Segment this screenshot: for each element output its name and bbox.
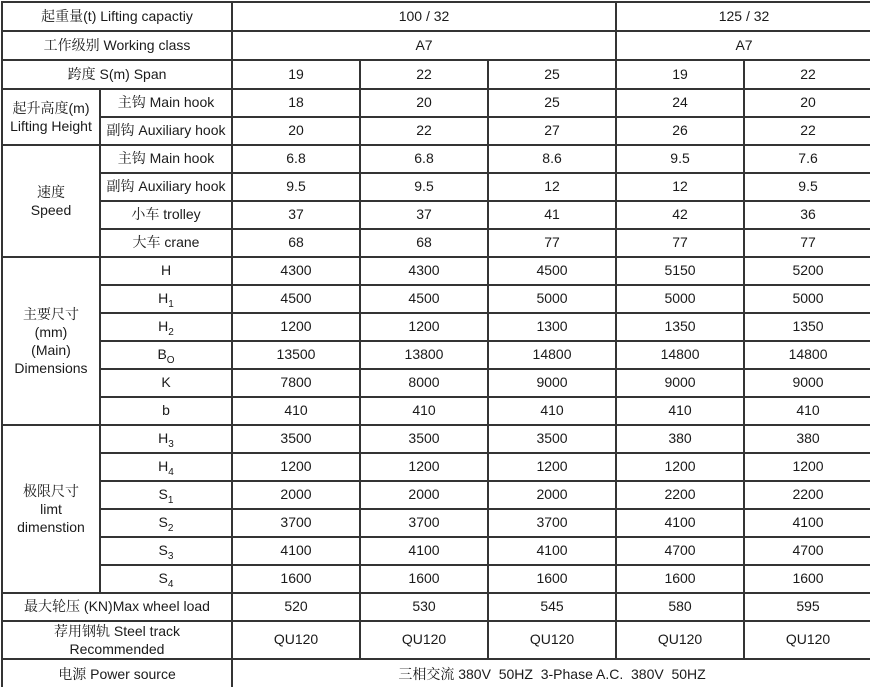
dim-symbol: S bbox=[158, 486, 168, 503]
value-cell: 1200 bbox=[616, 453, 744, 481]
value-cell: 380 bbox=[744, 425, 870, 453]
value-cell: 1600 bbox=[488, 565, 616, 593]
row-lifting-height-aux-hook bbox=[2, 117, 870, 145]
capacity-group-2-value: 125 / 32 bbox=[616, 2, 870, 31]
steel-track-label-line1: 荐用钢轨 Steel track bbox=[53, 623, 181, 639]
value-cell: 4100 bbox=[744, 509, 870, 537]
capacity-group-1-value: 100 / 32 bbox=[232, 2, 616, 31]
value-cell: 20 bbox=[744, 89, 870, 117]
row-label bbox=[100, 481, 232, 509]
value-cell: 5000 bbox=[744, 285, 870, 313]
lifting-height-label-en: Lifting Height bbox=[10, 118, 92, 134]
value-cell: 5000 bbox=[488, 285, 616, 313]
value-cell: 4700 bbox=[616, 537, 744, 565]
value-cell: 4100 bbox=[616, 509, 744, 537]
value-cell: 26 bbox=[616, 117, 744, 145]
dim-symbol: b bbox=[162, 402, 170, 419]
row-label bbox=[100, 285, 232, 313]
value-cell: 19 bbox=[616, 60, 744, 89]
row-dim-H3 bbox=[2, 425, 870, 453]
value-cell: 7800 bbox=[232, 369, 360, 397]
row-speed-main-hook bbox=[2, 145, 870, 173]
row-dim-b bbox=[2, 397, 870, 425]
dim-symbol: S bbox=[158, 570, 168, 587]
speed-group-label bbox=[2, 145, 100, 257]
value-cell: 410 bbox=[616, 397, 744, 425]
value-cell: 14800 bbox=[488, 341, 616, 369]
value-cell: 18 bbox=[232, 89, 360, 117]
dim-subscript: 1 bbox=[167, 495, 174, 507]
row-label: 主钩 Main hook bbox=[100, 145, 232, 173]
row-dim-S4 bbox=[2, 565, 870, 593]
row-label bbox=[100, 453, 232, 481]
row-label: 副钩 Auxiliary hook bbox=[100, 173, 232, 201]
value-cell: 20 bbox=[232, 117, 360, 145]
row-label bbox=[100, 369, 232, 397]
dim-subscript: 3 bbox=[167, 551, 174, 563]
value-cell: 9000 bbox=[744, 369, 870, 397]
value-cell: 20 bbox=[360, 89, 488, 117]
value-cell: QU120 bbox=[616, 621, 744, 659]
row-span bbox=[2, 60, 870, 89]
value-cell: 22 bbox=[744, 117, 870, 145]
value-cell: 4700 bbox=[744, 537, 870, 565]
steel-track-label bbox=[2, 621, 232, 659]
value-cell: 7.6 bbox=[744, 145, 870, 173]
dim-symbol: H bbox=[158, 430, 169, 447]
main-dimensions-group-label bbox=[2, 257, 100, 425]
row-label: 小车 trolley bbox=[100, 201, 232, 229]
value-cell: 77 bbox=[488, 229, 616, 257]
row-dim-H1 bbox=[2, 285, 870, 313]
value-cell: 1200 bbox=[360, 313, 488, 341]
row-label bbox=[100, 313, 232, 341]
value-cell: 4500 bbox=[232, 285, 360, 313]
value-cell: 2000 bbox=[360, 481, 488, 509]
row-label bbox=[100, 341, 232, 369]
value-cell: 14800 bbox=[744, 341, 870, 369]
dim-subscript: 1 bbox=[168, 299, 174, 311]
value-cell: QU120 bbox=[360, 621, 488, 659]
value-cell: 25 bbox=[488, 60, 616, 89]
value-cell: 22 bbox=[744, 60, 870, 89]
value-cell: 9.5 bbox=[616, 145, 744, 173]
value-cell: 5200 bbox=[744, 257, 870, 285]
value-cell: 4300 bbox=[360, 257, 488, 285]
value-cell: 9.5 bbox=[744, 173, 870, 201]
value-cell: 27 bbox=[488, 117, 616, 145]
value-cell: 5000 bbox=[616, 285, 744, 313]
value-cell: 380 bbox=[616, 425, 744, 453]
value-cell: 9.5 bbox=[360, 173, 488, 201]
row-lifting-height-main-hook bbox=[2, 89, 870, 117]
row-dim-H2 bbox=[2, 313, 870, 341]
value-cell: QU120 bbox=[232, 621, 360, 659]
row-speed-aux-hook bbox=[2, 173, 870, 201]
working-class-label: 工作级别 Working class bbox=[2, 31, 232, 60]
value-cell: 13500 bbox=[232, 341, 360, 369]
main-dim-label-line: Dimensions bbox=[14, 360, 88, 377]
value-cell: 1200 bbox=[232, 453, 360, 481]
value-cell: 1600 bbox=[360, 565, 488, 593]
value-cell: 520 bbox=[232, 593, 360, 621]
value-cell: 2200 bbox=[616, 481, 744, 509]
dim-symbol: H bbox=[158, 458, 169, 475]
value-cell: 3700 bbox=[232, 509, 360, 537]
value-cell: 410 bbox=[744, 397, 870, 425]
value-cell: QU120 bbox=[744, 621, 870, 659]
value-cell: 6.8 bbox=[360, 145, 488, 173]
limit-dim-label-line: limt bbox=[40, 500, 62, 517]
value-cell: 68 bbox=[232, 229, 360, 257]
dim-symbol: S bbox=[158, 514, 168, 531]
value-cell: 1200 bbox=[744, 453, 870, 481]
value-cell: 13800 bbox=[360, 341, 488, 369]
lifting-height-label-zh: 起升高度(m) bbox=[12, 99, 90, 116]
row-label: 大车 crane bbox=[100, 229, 232, 257]
row-dim-K bbox=[2, 369, 870, 397]
value-cell: QU120 bbox=[488, 621, 616, 659]
row-label bbox=[100, 509, 232, 537]
row-label: 主钩 Main hook bbox=[100, 89, 232, 117]
row-label bbox=[100, 257, 232, 285]
value-cell: 3500 bbox=[488, 425, 616, 453]
value-cell: 5150 bbox=[616, 257, 744, 285]
row-steel-track bbox=[2, 621, 870, 659]
value-cell: 1300 bbox=[488, 313, 616, 341]
limit-dimensions-group-label bbox=[2, 425, 100, 593]
dim-symbol: H bbox=[158, 290, 169, 307]
value-cell: 77 bbox=[744, 229, 870, 257]
value-cell: 1200 bbox=[360, 453, 488, 481]
value-cell: 410 bbox=[232, 397, 360, 425]
value-cell: 77 bbox=[616, 229, 744, 257]
row-speed-trolley bbox=[2, 201, 870, 229]
value-cell: 8.6 bbox=[488, 145, 616, 173]
lifting-capacity-label: 起重量(t) Lifting capactiy bbox=[2, 2, 232, 31]
value-cell: 9000 bbox=[616, 369, 744, 397]
row-dim-H bbox=[2, 257, 870, 285]
power-source-value: 三相交流 380V 50HZ 3-Phase A.C. 380V 50HZ bbox=[232, 659, 870, 687]
main-dim-label-line: (Main) bbox=[31, 342, 71, 358]
crane-spec-table bbox=[1, 1, 870, 687]
value-cell: 68 bbox=[360, 229, 488, 257]
value-cell: 22 bbox=[360, 117, 488, 145]
row-lifting-capacity bbox=[2, 2, 870, 31]
value-cell: 1350 bbox=[744, 313, 870, 341]
value-cell: 3500 bbox=[232, 425, 360, 453]
value-cell: 3500 bbox=[360, 425, 488, 453]
value-cell: 4500 bbox=[488, 257, 616, 285]
dim-subscript: 2 bbox=[167, 523, 174, 535]
row-label bbox=[100, 537, 232, 565]
row-dim-B0 bbox=[2, 341, 870, 369]
value-cell: 25 bbox=[488, 89, 616, 117]
speed-label-en: Speed bbox=[30, 202, 72, 218]
dim-symbol: H bbox=[160, 262, 172, 279]
row-dim-S1 bbox=[2, 481, 870, 509]
dim-symbol: S bbox=[158, 542, 168, 559]
value-cell: 410 bbox=[360, 397, 488, 425]
value-cell: 6.8 bbox=[232, 145, 360, 173]
power-source-label: 电源 Power source bbox=[2, 659, 232, 687]
value-cell: 9.5 bbox=[232, 173, 360, 201]
row-label bbox=[100, 425, 232, 453]
value-cell: 1600 bbox=[744, 565, 870, 593]
value-cell: 8000 bbox=[360, 369, 488, 397]
dim-subscript: 4 bbox=[167, 579, 174, 591]
working-class-group-2-value: A7 bbox=[616, 31, 870, 60]
value-cell: 4100 bbox=[232, 537, 360, 565]
value-cell: 36 bbox=[744, 201, 870, 229]
main-dim-label-line: 主要尺寸 bbox=[23, 305, 79, 322]
span-label: 跨度 S(m) Span bbox=[2, 60, 232, 89]
value-cell: 41 bbox=[488, 201, 616, 229]
value-cell: 410 bbox=[488, 397, 616, 425]
value-cell: 37 bbox=[232, 201, 360, 229]
row-label bbox=[100, 565, 232, 593]
row-dim-H4 bbox=[2, 453, 870, 481]
value-cell: 4500 bbox=[360, 285, 488, 313]
value-cell: 37 bbox=[360, 201, 488, 229]
value-cell: 595 bbox=[744, 593, 870, 621]
value-cell: 4100 bbox=[360, 537, 488, 565]
value-cell: 1200 bbox=[488, 453, 616, 481]
value-cell: 24 bbox=[616, 89, 744, 117]
value-cell: 545 bbox=[488, 593, 616, 621]
working-class-group-1-value: A7 bbox=[232, 31, 616, 60]
row-power-source bbox=[2, 659, 870, 687]
value-cell: 1600 bbox=[616, 565, 744, 593]
row-label: 副钩 Auxiliary hook bbox=[100, 117, 232, 145]
value-cell: 3700 bbox=[488, 509, 616, 537]
row-dim-S2 bbox=[2, 509, 870, 537]
dim-symbol: H bbox=[158, 318, 169, 335]
row-working-class bbox=[2, 31, 870, 60]
value-cell: 14800 bbox=[616, 341, 744, 369]
value-cell: 4100 bbox=[488, 537, 616, 565]
steel-track-label-line2: Recommended bbox=[69, 641, 165, 658]
dim-symbol: K bbox=[161, 374, 171, 391]
value-cell: 1600 bbox=[232, 565, 360, 593]
dim-subscript: 2 bbox=[168, 327, 174, 339]
row-label bbox=[100, 397, 232, 425]
lifting-height-group-label bbox=[2, 89, 100, 145]
value-cell: 2000 bbox=[232, 481, 360, 509]
dim-subscript: O bbox=[166, 355, 175, 367]
row-max-wheel-load bbox=[2, 593, 870, 621]
max-wheel-load-label: 最大轮压 (KN)Max wheel load bbox=[2, 593, 232, 621]
row-speed-crane bbox=[2, 229, 870, 257]
value-cell: 19 bbox=[232, 60, 360, 89]
value-cell: 580 bbox=[616, 593, 744, 621]
dim-subscript: 4 bbox=[168, 467, 174, 479]
value-cell: 3700 bbox=[360, 509, 488, 537]
value-cell: 2200 bbox=[744, 481, 870, 509]
value-cell: 9000 bbox=[488, 369, 616, 397]
value-cell: 2000 bbox=[488, 481, 616, 509]
speed-label-zh: 速度 bbox=[37, 183, 65, 200]
value-cell: 1200 bbox=[232, 313, 360, 341]
value-cell: 4300 bbox=[232, 257, 360, 285]
value-cell: 1350 bbox=[616, 313, 744, 341]
limit-dim-label-line: dimenstion bbox=[17, 519, 85, 536]
dim-symbol: B bbox=[157, 346, 167, 363]
value-cell: 42 bbox=[616, 201, 744, 229]
limit-dim-label-line: 极限尺寸 bbox=[23, 482, 79, 499]
main-dim-label-line: (mm) bbox=[34, 323, 68, 340]
value-cell: 22 bbox=[360, 60, 488, 89]
value-cell: 12 bbox=[616, 173, 744, 201]
dim-subscript: 3 bbox=[168, 439, 174, 451]
value-cell: 12 bbox=[488, 173, 616, 201]
row-dim-S3 bbox=[2, 537, 870, 565]
value-cell: 530 bbox=[360, 593, 488, 621]
